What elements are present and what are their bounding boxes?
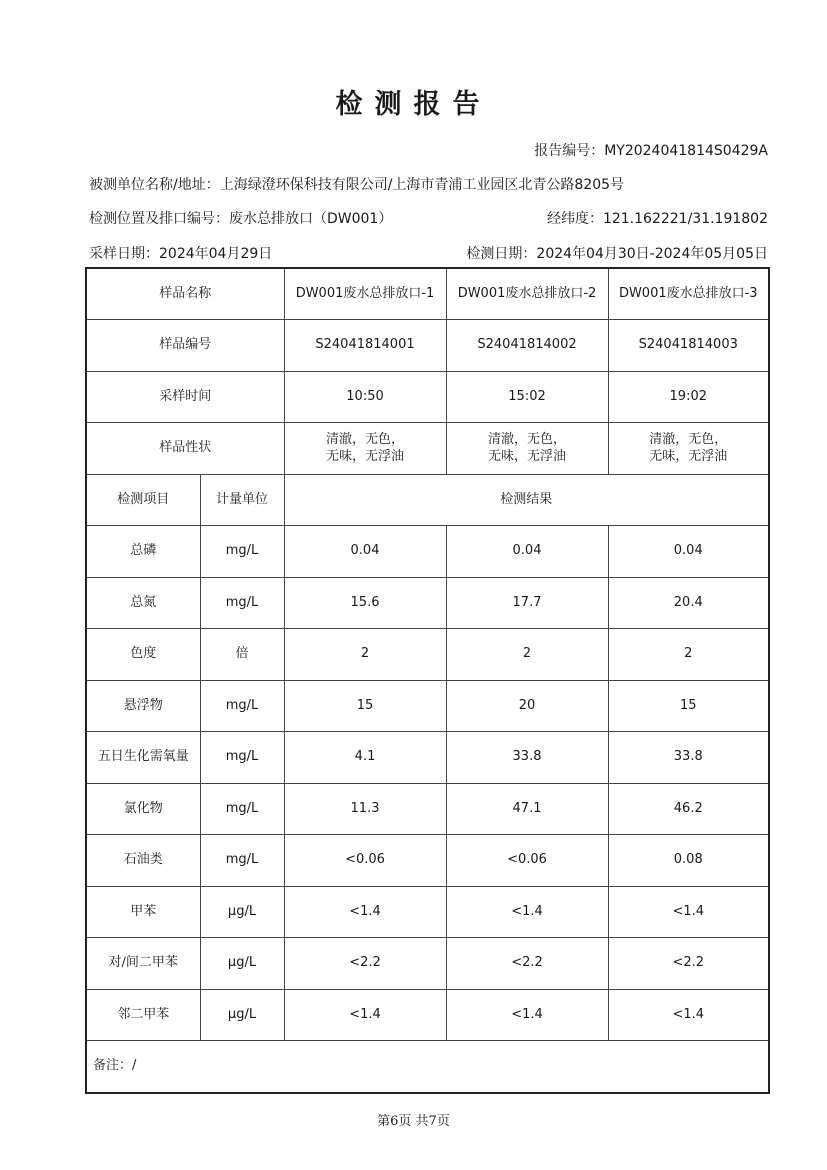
unit-cell: mg/L bbox=[200, 526, 284, 578]
result-cell: 20 bbox=[446, 680, 608, 732]
sample-state-line: 无味，无浮油 bbox=[326, 449, 405, 465]
item-cell: 五日生化需氧量 bbox=[86, 732, 200, 784]
result-header: 检测结果 bbox=[284, 474, 769, 526]
result-cell: <1.4 bbox=[608, 989, 769, 1041]
result-cell: <2.2 bbox=[446, 938, 608, 990]
table-row bbox=[86, 526, 769, 578]
testing-date: 检测日期：2024年04月30日-2024年05月05日 bbox=[466, 246, 768, 262]
table-row bbox=[86, 268, 769, 320]
result-cell: 0.08 bbox=[608, 835, 769, 887]
sample-state-cell bbox=[284, 423, 446, 475]
result-cell: <0.06 bbox=[446, 835, 608, 887]
unit-cell: μg/L bbox=[200, 989, 284, 1041]
unit-cell: mg/L bbox=[200, 835, 284, 887]
result-rows bbox=[86, 526, 769, 1041]
result-cell: 46.2 bbox=[608, 783, 769, 835]
sample-state-line: 无味，无浮油 bbox=[649, 449, 728, 465]
result-cell: 17.7 bbox=[446, 577, 608, 629]
item-cell: 邻二甲苯 bbox=[86, 989, 200, 1041]
unit-cell: μg/L bbox=[200, 886, 284, 938]
sample-state-line: 无味，无浮油 bbox=[488, 449, 567, 465]
table-row bbox=[86, 732, 769, 784]
table-row bbox=[86, 783, 769, 835]
item-cell: 总磷 bbox=[86, 526, 200, 578]
coordinates: 经纬度：121.162221/31.191802 bbox=[546, 211, 768, 227]
result-cell: 0.04 bbox=[608, 526, 769, 578]
result-cell: <2.2 bbox=[284, 938, 446, 990]
item-cell: 总氮 bbox=[86, 577, 200, 629]
table-row bbox=[86, 886, 769, 938]
result-cell: <1.4 bbox=[284, 989, 446, 1041]
report-title: 检测报告 bbox=[335, 89, 492, 120]
table-row bbox=[86, 423, 769, 475]
result-table bbox=[85, 267, 770, 1094]
sampling-time-label: 采样时间 bbox=[86, 371, 284, 423]
sampling-date: 采样日期：2024年04月29日 bbox=[89, 246, 273, 262]
table-row bbox=[86, 680, 769, 732]
remark: 备注：/ bbox=[86, 1041, 769, 1093]
result-cell: <0.06 bbox=[284, 835, 446, 887]
sample-state-cell bbox=[446, 423, 608, 475]
result-cell: 15.6 bbox=[284, 577, 446, 629]
unit-header: 计量单位 bbox=[200, 474, 284, 526]
test-location: 检测位置及排口编号：废水总排放口（DW001） bbox=[89, 211, 393, 227]
result-cell: 33.8 bbox=[608, 732, 769, 784]
table-row bbox=[86, 577, 769, 629]
item-cell: 氯化物 bbox=[86, 783, 200, 835]
item-cell: 色度 bbox=[86, 629, 200, 681]
unit-cell: mg/L bbox=[200, 783, 284, 835]
sample-name-cell: DW001废水总排放口-1 bbox=[284, 268, 446, 320]
table-row bbox=[86, 629, 769, 681]
result-cell: <1.4 bbox=[608, 886, 769, 938]
item-cell: 悬浮物 bbox=[86, 680, 200, 732]
item-cell: 石油类 bbox=[86, 835, 200, 887]
result-cell: <1.4 bbox=[446, 886, 608, 938]
sample-state-label: 样品性状 bbox=[86, 423, 284, 475]
remark-row bbox=[86, 1041, 769, 1093]
sample-state-line: 清澈，无色， bbox=[649, 431, 728, 447]
item-cell: 甲苯 bbox=[86, 886, 200, 938]
sample-no-label: 样品编号 bbox=[86, 320, 284, 372]
unit-cell: 倍 bbox=[200, 629, 284, 681]
sample-state-cell bbox=[608, 423, 769, 475]
result-cell: 11.3 bbox=[284, 783, 446, 835]
result-cell: 15 bbox=[284, 680, 446, 732]
item-header: 检测项目 bbox=[86, 474, 200, 526]
sample-name-cell: DW001废水总排放口-3 bbox=[608, 268, 769, 320]
result-cell: 0.04 bbox=[446, 526, 608, 578]
sample-state-line: 清澈，无色， bbox=[488, 431, 567, 447]
sample-state-line: 清澈，无色， bbox=[326, 431, 405, 447]
result-cell: 2 bbox=[608, 629, 769, 681]
unit-cell: mg/L bbox=[200, 577, 284, 629]
sample-no-cell: S24041814001 bbox=[284, 320, 446, 372]
result-cell: 0.04 bbox=[284, 526, 446, 578]
result-cell: <2.2 bbox=[608, 938, 769, 990]
result-cell: 20.4 bbox=[608, 577, 769, 629]
table-header-row bbox=[86, 474, 769, 526]
table-row bbox=[86, 989, 769, 1041]
item-cell: 对/间二甲苯 bbox=[86, 938, 200, 990]
sample-name-label: 样品名称 bbox=[86, 268, 284, 320]
report-number: 报告编号：MY2024041814S0429A bbox=[534, 143, 768, 159]
table-row bbox=[86, 320, 769, 372]
result-cell: 15 bbox=[608, 680, 769, 732]
page-footer: 第6页 共7页 bbox=[377, 1114, 450, 1129]
table-row bbox=[86, 371, 769, 423]
unit-cell: μg/L bbox=[200, 938, 284, 990]
table-row bbox=[86, 835, 769, 887]
sample-no-cell: S24041814003 bbox=[608, 320, 769, 372]
sampling-time-cell: 19:02 bbox=[608, 371, 769, 423]
result-cell: <1.4 bbox=[284, 886, 446, 938]
sample-name-cell: DW001废水总排放口-2 bbox=[446, 268, 608, 320]
sampling-time-cell: 10:50 bbox=[284, 371, 446, 423]
table-row bbox=[86, 938, 769, 990]
result-cell: 2 bbox=[446, 629, 608, 681]
unit-name-address: 被测单位名称/地址：上海绿澄环保科技有限公司/上海市青浦工业园区北青公路8205号 bbox=[89, 177, 625, 193]
result-cell: 33.8 bbox=[446, 732, 608, 784]
result-cell: 47.1 bbox=[446, 783, 608, 835]
result-cell: <1.4 bbox=[446, 989, 608, 1041]
result-cell: 2 bbox=[284, 629, 446, 681]
unit-cell: mg/L bbox=[200, 680, 284, 732]
result-cell: 4.1 bbox=[284, 732, 446, 784]
sampling-time-cell: 15:02 bbox=[446, 371, 608, 423]
sample-no-cell: S24041814002 bbox=[446, 320, 608, 372]
unit-cell: mg/L bbox=[200, 732, 284, 784]
